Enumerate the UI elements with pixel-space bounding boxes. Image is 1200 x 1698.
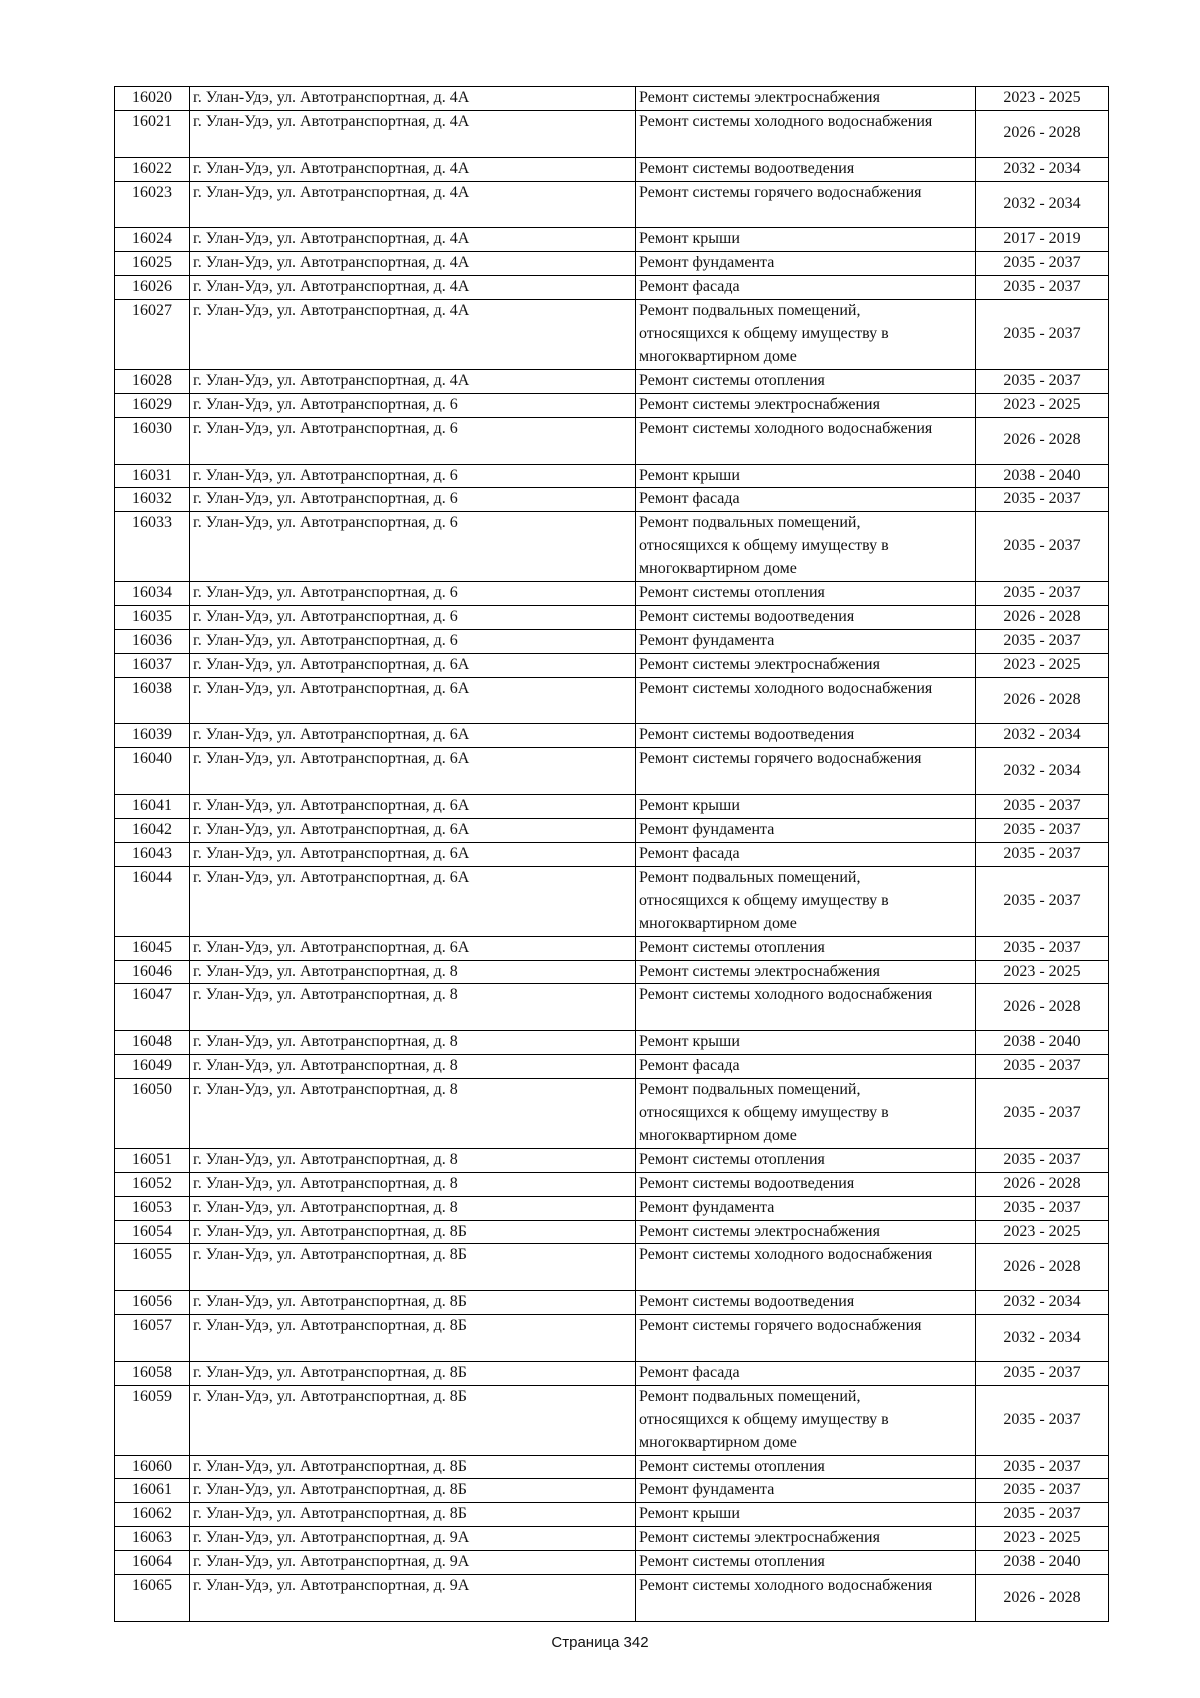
work-text-line: Ремонт системы водоотведения — [639, 726, 855, 744]
row-period: 2035 - 2037 — [976, 629, 1109, 653]
row-number: 16058 — [115, 1361, 190, 1385]
work-text-line: Ремонт фундамента — [639, 1198, 775, 1216]
row-work-type — [636, 629, 976, 653]
row-address: г. Улан-Удэ, ул. Автотранспортная, д. 8Б — [190, 1455, 636, 1479]
row-address: г. Улан-Удэ, ул. Автотранспортная, д. 6А — [190, 724, 636, 748]
row-period: 2032 - 2034 — [976, 748, 1109, 795]
row-period: 2032 - 2034 — [976, 157, 1109, 181]
row-work-type — [636, 228, 976, 252]
row-number: 16036 — [115, 629, 190, 653]
row-address: г. Улан-Удэ, ул. Автотранспортная, д. 4А — [190, 276, 636, 300]
table-row — [115, 582, 1109, 606]
row-period: 2023 - 2025 — [976, 1527, 1109, 1551]
row-number: 16030 — [115, 417, 190, 464]
table-row — [115, 724, 1109, 748]
work-text-line: Ремонт системы электроснабжения — [639, 395, 880, 413]
row-period: 2026 - 2028 — [976, 110, 1109, 157]
work-text-line: относящихся к общему имуществу в — [639, 325, 889, 343]
row-work-type — [636, 653, 976, 677]
table-row — [115, 1551, 1109, 1575]
table-row — [115, 252, 1109, 276]
table-row — [115, 843, 1109, 867]
table-row — [115, 1315, 1109, 1362]
row-number: 16029 — [115, 393, 190, 417]
row-period: 2035 - 2037 — [976, 1079, 1109, 1149]
row-period: 2026 - 2028 — [976, 605, 1109, 629]
row-address: г. Улан-Удэ, ул. Автотранспортная, д. 8 — [190, 1079, 636, 1149]
row-address: г. Улан-Удэ, ул. Автотранспортная, д. 6 — [190, 393, 636, 417]
row-work-type — [636, 1385, 976, 1455]
work-text-line: многоквартирном доме — [639, 914, 797, 932]
row-period: 2035 - 2037 — [976, 819, 1109, 843]
work-text-line: Ремонт фундамента — [639, 254, 775, 272]
work-text-line: Ремонт системы горячего водоснабжения — [639, 1317, 922, 1335]
row-work-type — [636, 1079, 976, 1149]
row-period: 2023 - 2025 — [976, 960, 1109, 984]
row-number: 16050 — [115, 1079, 190, 1149]
row-work-type — [636, 276, 976, 300]
row-work-type — [636, 960, 976, 984]
work-text-line — [639, 771, 972, 794]
row-work-type — [636, 1291, 976, 1315]
row-address: г. Улан-Удэ, ул. Автотранспортная, д. 8 — [190, 1172, 636, 1196]
row-work-type — [636, 1196, 976, 1220]
table-row — [115, 653, 1109, 677]
work-text-line: Ремонт системы холодного водоснабжения — [639, 112, 933, 130]
table-row — [115, 936, 1109, 960]
row-address: г. Улан-Удэ, ул. Автотранспортная, д. 9А — [190, 1551, 636, 1575]
row-address: г. Улан-Удэ, ул. Автотранспортная, д. 6 — [190, 488, 636, 512]
table-row — [115, 1291, 1109, 1315]
row-work-type — [636, 300, 976, 370]
table-row — [115, 157, 1109, 181]
row-period: 2035 - 2037 — [976, 300, 1109, 370]
work-text-line: Ремонт системы отопления — [639, 1150, 825, 1168]
row-number: 16056 — [115, 1291, 190, 1315]
row-number: 16054 — [115, 1220, 190, 1244]
row-address: г. Улан-Удэ, ул. Автотранспортная, д. 6 — [190, 417, 636, 464]
row-address: г. Улан-Удэ, ул. Автотранспортная, д. 6А — [190, 748, 636, 795]
row-address: г. Улан-Удэ, ул. Автотранспортная, д. 6 — [190, 629, 636, 653]
table-row — [115, 1148, 1109, 1172]
row-work-type — [636, 512, 976, 582]
row-address: г. Улан-Удэ, ул. Автотранспортная, д. 8 — [190, 1148, 636, 1172]
table-row — [115, 1361, 1109, 1385]
row-number: 16035 — [115, 605, 190, 629]
row-number: 16021 — [115, 110, 190, 157]
row-address: г. Улан-Удэ, ул. Автотранспортная, д. 4А — [190, 110, 636, 157]
row-number: 16037 — [115, 653, 190, 677]
row-period: 2038 - 2040 — [976, 1551, 1109, 1575]
work-text-line — [639, 134, 972, 157]
table-row — [115, 87, 1109, 111]
row-period: 2035 - 2037 — [976, 866, 1109, 936]
table-row — [115, 984, 1109, 1031]
table-row — [115, 110, 1109, 157]
row-period: 2035 - 2037 — [976, 1455, 1109, 1479]
table-row — [115, 1244, 1109, 1291]
row-address: г. Улан-Удэ, ул. Автотранспортная, д. 8Б — [190, 1479, 636, 1503]
row-address: г. Улан-Удэ, ул. Автотранспортная, д. 8Б — [190, 1291, 636, 1315]
row-number: 16063 — [115, 1527, 190, 1551]
row-address: г. Улан-Удэ, ул. Автотранспортная, д. 8Б — [190, 1385, 636, 1455]
table-row — [115, 488, 1109, 512]
row-period: 2035 - 2037 — [976, 843, 1109, 867]
work-text-line: Ремонт фундамента — [639, 1481, 775, 1499]
row-work-type — [636, 488, 976, 512]
row-address: г. Улан-Удэ, ул. Автотранспортная, д. 6А — [190, 795, 636, 819]
row-work-type — [636, 795, 976, 819]
row-address: г. Улан-Удэ, ул. Автотранспортная, д. 4А — [190, 252, 636, 276]
work-text-line: Ремонт подвальных помещений, — [639, 1081, 861, 1099]
work-text-line — [639, 701, 972, 724]
row-number: 16061 — [115, 1479, 190, 1503]
row-number: 16031 — [115, 464, 190, 488]
row-address: г. Улан-Удэ, ул. Автотранспортная, д. 8 — [190, 1196, 636, 1220]
row-period: 2035 - 2037 — [976, 582, 1109, 606]
table-row — [115, 866, 1109, 936]
table-row — [115, 181, 1109, 228]
row-address: г. Улан-Удэ, ул. Автотранспортная, д. 6А — [190, 843, 636, 867]
row-period: 2017 - 2019 — [976, 228, 1109, 252]
row-work-type — [636, 1503, 976, 1527]
row-address: г. Улан-Удэ, ул. Автотранспортная, д. 6 — [190, 605, 636, 629]
work-text-line: Ремонт фасада — [639, 278, 740, 296]
row-work-type — [636, 1220, 976, 1244]
table-row — [115, 677, 1109, 724]
work-text-line: Ремонт системы электроснабжения — [639, 1222, 880, 1240]
table-row — [115, 1055, 1109, 1079]
row-number: 16048 — [115, 1031, 190, 1055]
row-number: 16043 — [115, 843, 190, 867]
row-number: 16053 — [115, 1196, 190, 1220]
row-address: г. Улан-Удэ, ул. Автотранспортная, д. 8 — [190, 1055, 636, 1079]
row-period: 2035 - 2037 — [976, 512, 1109, 582]
work-text-line — [639, 1338, 972, 1361]
row-number: 16046 — [115, 960, 190, 984]
row-work-type — [636, 1551, 976, 1575]
table-row — [115, 795, 1109, 819]
table-row — [115, 1527, 1109, 1551]
table-row — [115, 960, 1109, 984]
row-work-type — [636, 1527, 976, 1551]
row-period: 2032 - 2034 — [976, 1291, 1109, 1315]
row-work-type — [636, 819, 976, 843]
row-number: 16038 — [115, 677, 190, 724]
row-period: 2035 - 2037 — [976, 488, 1109, 512]
row-address: г. Улан-Удэ, ул. Автотранспортная, д. 8Б — [190, 1503, 636, 1527]
work-text-line: Ремонт фасада — [639, 490, 740, 508]
row-address: г. Улан-Удэ, ул. Автотранспортная, д. 8Б — [190, 1361, 636, 1385]
row-work-type — [636, 1172, 976, 1196]
row-address: г. Улан-Удэ, ул. Автотранспортная, д. 8 — [190, 984, 636, 1031]
row-work-type — [636, 181, 976, 228]
row-address: г. Улан-Удэ, ул. Автотранспортная, д. 8Б — [190, 1315, 636, 1362]
table-row — [115, 605, 1109, 629]
row-period: 2026 - 2028 — [976, 417, 1109, 464]
row-period: 2035 - 2037 — [976, 1148, 1109, 1172]
table-row — [115, 1385, 1109, 1455]
row-period: 2023 - 2025 — [976, 1220, 1109, 1244]
row-number: 16024 — [115, 228, 190, 252]
row-period: 2023 - 2025 — [976, 87, 1109, 111]
row-period: 2032 - 2034 — [976, 1315, 1109, 1362]
row-period: 2023 - 2025 — [976, 653, 1109, 677]
work-text-line — [639, 205, 972, 228]
table-row — [115, 1220, 1109, 1244]
row-period: 2026 - 2028 — [976, 1575, 1109, 1622]
work-text-line: Ремонт крыши — [639, 797, 740, 815]
work-text-line: Ремонт фасада — [639, 1057, 740, 1075]
table-row — [115, 1172, 1109, 1196]
repair-schedule-table — [114, 86, 1109, 1622]
table-row — [115, 1479, 1109, 1503]
row-work-type — [636, 87, 976, 111]
row-address: г. Улан-Удэ, ул. Автотранспортная, д. 9А — [190, 1575, 636, 1622]
row-period: 2026 - 2028 — [976, 677, 1109, 724]
work-text-line: Ремонт подвальных помещений, — [639, 1387, 861, 1405]
work-text-line: Ремонт системы отопления — [639, 1553, 825, 1571]
row-period: 2035 - 2037 — [976, 1479, 1109, 1503]
row-work-type — [636, 1361, 976, 1385]
table-row — [115, 228, 1109, 252]
work-text-line: Ремонт системы водоотведения — [639, 159, 855, 177]
row-work-type — [636, 724, 976, 748]
row-work-type — [636, 748, 976, 795]
work-text-line: Ремонт системы холодного водоснабжения — [639, 1246, 933, 1264]
work-text-line: относящихся к общему имуществу в — [639, 537, 889, 555]
row-period: 2035 - 2037 — [976, 936, 1109, 960]
row-period: 2035 - 2037 — [976, 1361, 1109, 1385]
row-period: 2035 - 2037 — [976, 252, 1109, 276]
row-work-type — [636, 1575, 976, 1622]
work-text-line: многоквартирном доме — [639, 1433, 797, 1451]
row-address: г. Улан-Удэ, ул. Автотранспортная, д. 8Б — [190, 1244, 636, 1291]
table-body — [115, 87, 1109, 1622]
row-address: г. Улан-Удэ, ул. Автотранспортная, д. 6А — [190, 653, 636, 677]
work-text-line: Ремонт системы горячего водоснабжения — [639, 750, 922, 768]
work-text-line: относящихся к общему имуществу в — [639, 1103, 889, 1121]
work-text-line: Ремонт системы электроснабжения — [639, 962, 880, 980]
row-work-type — [636, 417, 976, 464]
row-address: г. Улан-Удэ, ул. Автотранспортная, д. 4А — [190, 181, 636, 228]
work-text-line: Ремонт системы отопления — [639, 584, 825, 602]
table-row — [115, 748, 1109, 795]
table-row — [115, 1031, 1109, 1055]
row-work-type — [636, 1455, 976, 1479]
row-period: 2023 - 2025 — [976, 393, 1109, 417]
work-text-line: Ремонт подвальных помещений, — [639, 302, 861, 320]
table-row — [115, 393, 1109, 417]
row-work-type — [636, 464, 976, 488]
row-number: 16020 — [115, 87, 190, 111]
work-text-line: Ремонт крыши — [639, 1033, 740, 1051]
row-number: 16045 — [115, 936, 190, 960]
table-row — [115, 369, 1109, 393]
row-number: 16052 — [115, 1172, 190, 1196]
row-number: 16025 — [115, 252, 190, 276]
row-work-type — [636, 110, 976, 157]
row-work-type — [636, 582, 976, 606]
row-address: г. Улан-Удэ, ул. Автотранспортная, д. 8 — [190, 960, 636, 984]
row-period: 2035 - 2037 — [976, 276, 1109, 300]
row-work-type — [636, 393, 976, 417]
row-number: 16059 — [115, 1385, 190, 1455]
row-work-type — [636, 936, 976, 960]
work-text-line: Ремонт системы водоотведения — [639, 1293, 855, 1311]
row-number: 16040 — [115, 748, 190, 795]
row-address: г. Улан-Удэ, ул. Автотранспортная, д. 6А — [190, 936, 636, 960]
row-period: 2032 - 2034 — [976, 724, 1109, 748]
work-text-line: Ремонт системы водоотведения — [639, 607, 855, 625]
row-address: г. Улан-Удэ, ул. Автотранспортная, д. 8Б — [190, 1220, 636, 1244]
row-work-type — [636, 369, 976, 393]
row-address: г. Улан-Удэ, ул. Автотранспортная, д. 4А — [190, 300, 636, 370]
row-period: 2026 - 2028 — [976, 1172, 1109, 1196]
row-work-type — [636, 677, 976, 724]
work-text-line: относящихся к общему имуществу в — [639, 1410, 889, 1428]
row-number: 16057 — [115, 1315, 190, 1362]
row-number: 16065 — [115, 1575, 190, 1622]
row-address: г. Улан-Удэ, ул. Автотранспортная, д. 6А — [190, 677, 636, 724]
row-period: 2038 - 2040 — [976, 464, 1109, 488]
table-row — [115, 464, 1109, 488]
work-text-line: Ремонт крыши — [639, 1505, 740, 1523]
table-row — [115, 417, 1109, 464]
row-number: 16026 — [115, 276, 190, 300]
row-work-type — [636, 843, 976, 867]
table-row — [115, 629, 1109, 653]
row-number: 16027 — [115, 300, 190, 370]
work-text-line: Ремонт подвальных помещений, — [639, 514, 861, 532]
row-address: г. Улан-Удэ, ул. Автотранспортная, д. 8 — [190, 1031, 636, 1055]
work-text-line: Ремонт системы водоотведения — [639, 1174, 855, 1192]
row-work-type — [636, 1315, 976, 1362]
row-work-type — [636, 1479, 976, 1503]
row-work-type — [636, 1031, 976, 1055]
row-number: 16032 — [115, 488, 190, 512]
row-number: 16051 — [115, 1148, 190, 1172]
row-number: 16023 — [115, 181, 190, 228]
row-period: 2026 - 2028 — [976, 1244, 1109, 1291]
work-text-line — [639, 1267, 972, 1290]
work-text-line: Ремонт системы холодного водоснабжения — [639, 986, 933, 1004]
work-text-line: Ремонт системы электроснабжения — [639, 1529, 880, 1547]
table-row — [115, 1079, 1109, 1149]
row-work-type — [636, 1244, 976, 1291]
row-work-type — [636, 1055, 976, 1079]
row-period: 2035 - 2037 — [976, 795, 1109, 819]
table-row — [115, 300, 1109, 370]
row-work-type — [636, 605, 976, 629]
work-text-line: Ремонт крыши — [639, 466, 740, 484]
work-text-line: Ремонт системы отопления — [639, 938, 825, 956]
row-period: 2035 - 2037 — [976, 1055, 1109, 1079]
work-text-line: Ремонт крыши — [639, 230, 740, 248]
row-work-type — [636, 866, 976, 936]
row-period: 2032 - 2034 — [976, 181, 1109, 228]
row-address: г. Улан-Удэ, ул. Автотранспортная, д. 4А — [190, 157, 636, 181]
work-text-line: многоквартирном доме — [639, 347, 797, 365]
work-text-line: относящихся к общему имуществу в — [639, 891, 889, 909]
row-address: г. Улан-Удэ, ул. Автотранспортная, д. 4А — [190, 87, 636, 111]
row-number: 16049 — [115, 1055, 190, 1079]
work-text-line: Ремонт системы холодного водоснабжения — [639, 679, 933, 697]
row-period: 2035 - 2037 — [976, 1385, 1109, 1455]
row-number: 16064 — [115, 1551, 190, 1575]
row-period: 2035 - 2037 — [976, 1503, 1109, 1527]
work-text-line: многоквартирном доме — [639, 1126, 797, 1144]
work-text-line: Ремонт фасада — [639, 845, 740, 862]
row-number: 16028 — [115, 369, 190, 393]
table-row — [115, 1455, 1109, 1479]
row-work-type — [636, 157, 976, 181]
row-number: 16044 — [115, 866, 190, 936]
work-text-line: Ремонт системы отопления — [639, 371, 825, 389]
table-row — [115, 1503, 1109, 1527]
page-number: Страница 342 — [551, 1634, 649, 1651]
table-row — [115, 819, 1109, 843]
row-period: 2035 - 2037 — [976, 1196, 1109, 1220]
row-address: г. Улан-Удэ, ул. Автотранспортная, д. 6 — [190, 512, 636, 582]
work-text-line: Ремонт подвальных помещений, — [639, 868, 861, 886]
work-text-line — [639, 441, 972, 464]
row-address: г. Улан-Удэ, ул. Автотранспортная, д. 4А — [190, 228, 636, 252]
work-text-line: многоквартирном доме — [639, 560, 797, 578]
row-number: 16042 — [115, 819, 190, 843]
work-text-line: Ремонт фундамента — [639, 821, 775, 839]
row-work-type — [636, 984, 976, 1031]
table-row — [115, 276, 1109, 300]
row-number: 16039 — [115, 724, 190, 748]
row-period: 2035 - 2037 — [976, 369, 1109, 393]
table-row — [115, 1575, 1109, 1622]
work-text-line: Ремонт фасада — [639, 1363, 740, 1381]
row-period: 2038 - 2040 — [976, 1031, 1109, 1055]
row-number: 16055 — [115, 1244, 190, 1291]
row-address: г. Улан-Удэ, ул. Автотранспортная, д. 6 — [190, 464, 636, 488]
work-text-line: Ремонт системы электроснабжения — [639, 89, 880, 106]
row-address: г. Улан-Удэ, ул. Автотранспортная, д. 6А — [190, 866, 636, 936]
row-number: 16033 — [115, 512, 190, 582]
work-text-line: Ремонт системы горячего водоснабжения — [639, 183, 922, 201]
work-text-line: Ремонт системы электроснабжения — [639, 655, 880, 673]
row-number: 16041 — [115, 795, 190, 819]
row-number: 16047 — [115, 984, 190, 1031]
row-address: г. Улан-Удэ, ул. Автотранспортная, д. 4А — [190, 369, 636, 393]
work-text-line: Ремонт фундамента — [639, 631, 775, 649]
row-address: г. Улан-Удэ, ул. Автотранспортная, д. 6А — [190, 819, 636, 843]
row-period: 2026 - 2028 — [976, 984, 1109, 1031]
work-text-line: Ремонт системы холодного водоснабжения — [639, 419, 933, 437]
row-address: г. Улан-Удэ, ул. Автотранспортная, д. 6 — [190, 582, 636, 606]
row-number: 16060 — [115, 1455, 190, 1479]
row-number: 16022 — [115, 157, 190, 181]
work-text-line — [639, 1007, 972, 1030]
work-text-line: Ремонт системы холодного водоснабжения — [639, 1577, 933, 1595]
table-row — [115, 1196, 1109, 1220]
table-row — [115, 512, 1109, 582]
work-text-line — [639, 1598, 972, 1621]
row-work-type — [636, 252, 976, 276]
row-work-type — [636, 1148, 976, 1172]
row-number: 16062 — [115, 1503, 190, 1527]
work-text-line: Ремонт системы отопления — [639, 1457, 825, 1475]
row-number: 16034 — [115, 582, 190, 606]
row-address: г. Улан-Удэ, ул. Автотранспортная, д. 9А — [190, 1527, 636, 1551]
